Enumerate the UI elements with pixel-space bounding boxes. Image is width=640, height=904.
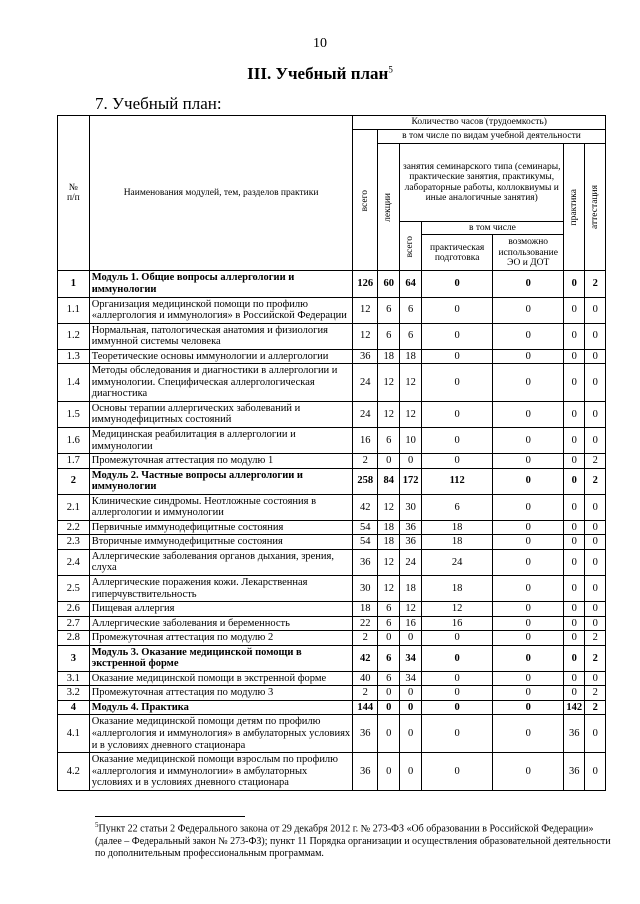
table-row [58, 364, 606, 402]
table-row [58, 753, 606, 791]
row-name: Основы терапии аллергических заболеваний и иммунодефицитных состояний [89, 401, 353, 427]
cell-total: 42 [353, 494, 378, 520]
cell-lectures: 6 [377, 616, 399, 631]
cell-attestation: 2 [585, 271, 606, 297]
cell-practice: 0 [563, 401, 584, 427]
module-row [58, 468, 606, 494]
cell-practice: 0 [563, 576, 584, 602]
row-num: 3.2 [58, 686, 90, 701]
row-num: 2 [58, 468, 90, 494]
cell-total: 24 [353, 401, 378, 427]
row-num: 1.3 [58, 349, 90, 364]
plan-subtitle: 7. Учебный план: [95, 94, 222, 113]
header-hours: Количество часов (трудоемкость) [353, 116, 606, 130]
cell-total: 36 [353, 715, 378, 753]
table-header [58, 116, 606, 271]
cell-lectures: 6 [377, 645, 399, 671]
row-name: Промежуточная аттестация по модулю 3 [89, 686, 353, 701]
cell-practical-prep: 0 [421, 645, 493, 671]
cell-lectures: 0 [377, 700, 399, 715]
table-row [58, 323, 606, 349]
cell-lectures: 0 [377, 454, 399, 469]
curriculum-table [57, 115, 606, 791]
cell-practical-prep: 0 [421, 686, 493, 701]
cell-practice: 0 [563, 297, 584, 323]
cell-eo-dot: 0 [493, 323, 564, 349]
table-row [58, 454, 606, 469]
header-total: всего [353, 130, 378, 271]
row-num: 4 [58, 700, 90, 715]
cell-total: 54 [353, 535, 378, 550]
cell-practice: 0 [563, 468, 584, 494]
cell-lectures: 0 [377, 715, 399, 753]
row-num: 2.6 [58, 602, 90, 617]
cell-total: 258 [353, 468, 378, 494]
cell-total: 24 [353, 364, 378, 402]
cell-seminar-total: 34 [400, 645, 421, 671]
table-row [58, 428, 606, 454]
cell-eo-dot: 0 [493, 671, 564, 686]
footnote-rule [95, 816, 245, 817]
cell-practice: 0 [563, 671, 584, 686]
cell-eo-dot: 0 [493, 602, 564, 617]
cell-total: 16 [353, 428, 378, 454]
cell-lectures: 0 [377, 753, 399, 791]
cell-practice: 0 [563, 520, 584, 535]
cell-practical-prep: 0 [421, 271, 493, 297]
cell-lectures: 18 [377, 535, 399, 550]
header-attestation: аттестация [585, 144, 606, 271]
row-num: 1.5 [58, 401, 90, 427]
cell-lectures: 12 [377, 494, 399, 520]
cell-practical-prep: 16 [421, 616, 493, 631]
footnote-mark: 5 [95, 821, 99, 829]
cell-eo-dot: 0 [493, 631, 564, 646]
row-num: 4.1 [58, 715, 90, 753]
cell-practical-prep: 0 [421, 401, 493, 427]
row-name: Медицинская реабилитация в аллергологии и иммунологии [89, 428, 353, 454]
row-name: Модуль 2. Частные вопросы аллергологии и иммунологии [89, 468, 353, 494]
cell-seminar-total: 0 [400, 454, 421, 469]
cell-lectures: 12 [377, 364, 399, 402]
header-incl: в том числе [421, 222, 563, 235]
cell-attestation: 0 [585, 535, 606, 550]
cell-total: 36 [353, 349, 378, 364]
page-number: 10 [313, 36, 327, 51]
row-name: Методы обследования и диагностики в аллергологии и иммунологии. Специфическая аллергологическая диагностика [89, 364, 353, 402]
cell-practice: 0 [563, 616, 584, 631]
cell-practice: 0 [563, 645, 584, 671]
cell-eo-dot: 0 [493, 494, 564, 520]
cell-attestation: 2 [585, 454, 606, 469]
cell-eo-dot: 0 [493, 401, 564, 427]
cell-practice: 0 [563, 494, 584, 520]
table-row [58, 631, 606, 646]
row-num: 2.3 [58, 535, 90, 550]
row-num: 1.7 [58, 454, 90, 469]
cell-practice: 0 [563, 454, 584, 469]
cell-total: 18 [353, 602, 378, 617]
cell-lectures: 0 [377, 631, 399, 646]
cell-practice: 0 [563, 535, 584, 550]
cell-practical-prep: 0 [421, 364, 493, 402]
cell-total: 144 [353, 700, 378, 715]
cell-attestation: 0 [585, 323, 606, 349]
cell-practice: 36 [563, 753, 584, 791]
cell-attestation: 0 [585, 549, 606, 575]
cell-total: 54 [353, 520, 378, 535]
cell-practice: 0 [563, 323, 584, 349]
table-row [58, 520, 606, 535]
cell-lectures: 18 [377, 520, 399, 535]
cell-attestation: 2 [585, 700, 606, 715]
cell-eo-dot: 0 [493, 364, 564, 402]
cell-attestation: 0 [585, 494, 606, 520]
cell-practical-prep: 0 [421, 323, 493, 349]
table-row [58, 297, 606, 323]
row-name: Промежуточная аттестация по модулю 1 [89, 454, 353, 469]
cell-lectures: 6 [377, 428, 399, 454]
cell-practice: 0 [563, 349, 584, 364]
row-num: 2.1 [58, 494, 90, 520]
cell-seminar-total: 30 [400, 494, 421, 520]
row-num: 1.2 [58, 323, 90, 349]
cell-lectures: 84 [377, 468, 399, 494]
cell-attestation: 0 [585, 520, 606, 535]
cell-seminar-total: 16 [400, 616, 421, 631]
cell-total: 2 [353, 454, 378, 469]
cell-eo-dot: 0 [493, 535, 564, 550]
cell-eo-dot: 0 [493, 700, 564, 715]
table-row [58, 401, 606, 427]
cell-seminar-total: 0 [400, 700, 421, 715]
cell-attestation: 0 [585, 753, 606, 791]
cell-eo-dot: 0 [493, 645, 564, 671]
table-body [58, 271, 606, 790]
cell-seminar-total: 0 [400, 631, 421, 646]
cell-eo-dot: 0 [493, 715, 564, 753]
cell-practical-prep: 18 [421, 576, 493, 602]
row-name: Первичные иммунодефицитные состояния [89, 520, 353, 535]
cell-practical-prep: 0 [421, 454, 493, 469]
cell-lectures: 6 [377, 323, 399, 349]
section-title-text: III. Учебный план [247, 64, 389, 83]
cell-eo-dot: 0 [493, 428, 564, 454]
cell-practice: 0 [563, 686, 584, 701]
row-name: Теоретические основы иммунологии и аллергологии [89, 349, 353, 364]
cell-eo-dot: 0 [493, 753, 564, 791]
cell-practice: 142 [563, 700, 584, 715]
row-name: Оказание медицинской помощи взрослым по профилю «аллергология и иммунологии» в амбулаторных условиях и в условиях дневного стационара [89, 753, 353, 791]
cell-total: 36 [353, 549, 378, 575]
cell-practical-prep: 24 [421, 549, 493, 575]
cell-practical-prep: 0 [421, 631, 493, 646]
cell-seminar-total: 172 [400, 468, 421, 494]
cell-practical-prep: 6 [421, 494, 493, 520]
table-row [58, 535, 606, 550]
cell-total: 40 [353, 671, 378, 686]
cell-eo-dot: 0 [493, 349, 564, 364]
module-row [58, 700, 606, 715]
cell-lectures: 12 [377, 401, 399, 427]
row-name: Аллергические заболевания и беременность [89, 616, 353, 631]
footnote-text: Пункт 22 статьи 2 Федерального закона от 29 декабря 2012 г. № 273-ФЗ «Об образовании в Российской Федерации» (далее – Федеральный закон № 273-ФЗ); пункт 11 Порядка организации и осуществления образовательной деятельности по дополнительным профессиональным программам. [95, 823, 611, 860]
cell-seminar-total: 36 [400, 520, 421, 535]
cell-seminar-total: 12 [400, 364, 421, 402]
cell-seminar-total: 0 [400, 753, 421, 791]
cell-practice: 0 [563, 271, 584, 297]
cell-seminar-total: 18 [400, 349, 421, 364]
footnote-ref: 5 [388, 64, 393, 75]
cell-practical-prep: 0 [421, 671, 493, 686]
table-row [58, 549, 606, 575]
row-num: 1.1 [58, 297, 90, 323]
table-row [58, 671, 606, 686]
cell-total: 30 [353, 576, 378, 602]
cell-attestation: 0 [585, 401, 606, 427]
module-row [58, 271, 606, 297]
cell-seminar-total: 34 [400, 671, 421, 686]
cell-practical-prep: 0 [421, 700, 493, 715]
cell-seminar-total: 12 [400, 602, 421, 617]
cell-total: 126 [353, 271, 378, 297]
row-num: 2.2 [58, 520, 90, 535]
cell-eo-dot: 0 [493, 297, 564, 323]
cell-attestation: 2 [585, 468, 606, 494]
cell-practical-prep: 12 [421, 602, 493, 617]
row-num: 2.5 [58, 576, 90, 602]
header-lectures: лекции [377, 144, 399, 271]
cell-seminar-total: 18 [400, 576, 421, 602]
cell-eo-dot: 0 [493, 271, 564, 297]
cell-attestation: 0 [585, 297, 606, 323]
cell-total: 2 [353, 631, 378, 646]
cell-seminar-total: 0 [400, 715, 421, 753]
header-seminar-total: всего [400, 222, 421, 271]
cell-eo-dot: 0 [493, 468, 564, 494]
row-num: 2.7 [58, 616, 90, 631]
table-row [58, 494, 606, 520]
cell-lectures: 12 [377, 549, 399, 575]
row-name: Вторичные иммунодефицитные состояния [89, 535, 353, 550]
cell-total: 12 [353, 297, 378, 323]
row-name: Модуль 4. Практика [89, 700, 353, 715]
module-row [58, 645, 606, 671]
cell-attestation: 0 [585, 671, 606, 686]
cell-practice: 0 [563, 428, 584, 454]
cell-practical-prep: 0 [421, 715, 493, 753]
cell-practice: 36 [563, 715, 584, 753]
row-num: 1.4 [58, 364, 90, 402]
row-num: 1.6 [58, 428, 90, 454]
cell-total: 12 [353, 323, 378, 349]
cell-lectures: 6 [377, 297, 399, 323]
cell-practical-prep: 18 [421, 535, 493, 550]
row-name: Оказание медицинской помощи в экстренной форме [89, 671, 353, 686]
table-row [58, 686, 606, 701]
cell-practice: 0 [563, 602, 584, 617]
row-name: Аллергические поражения кожи. Лекарственная гиперчувствительность [89, 576, 353, 602]
cell-lectures: 18 [377, 349, 399, 364]
cell-lectures: 6 [377, 671, 399, 686]
row-num: 2.8 [58, 631, 90, 646]
row-name: Модуль 3. Оказание медицинской помощи в экстренной форме [89, 645, 353, 671]
row-name: Пищевая аллергия [89, 602, 353, 617]
cell-eo-dot: 0 [493, 549, 564, 575]
row-name: Клинические синдромы. Неотложные состояния в аллергологии и иммунологии [89, 494, 353, 520]
row-num: 4.2 [58, 753, 90, 791]
cell-seminar-total: 36 [400, 535, 421, 550]
row-name: Нормальная, патологическая анатомия и физиология иммунной системы человека [89, 323, 353, 349]
cell-practical-prep: 18 [421, 520, 493, 535]
cell-practical-prep: 0 [421, 428, 493, 454]
cell-practical-prep: 0 [421, 349, 493, 364]
header-practice: практика [563, 144, 584, 271]
header-practical-prep: практическая подготовка [421, 235, 493, 271]
cell-total: 42 [353, 645, 378, 671]
table-row [58, 349, 606, 364]
table-row [58, 576, 606, 602]
cell-total: 22 [353, 616, 378, 631]
table-row [58, 616, 606, 631]
cell-eo-dot: 0 [493, 576, 564, 602]
header-seminar: занятия семинарского типа (семинары, практические занятия, практикумы, лабораторные работы, коллоквиумы и иные аналогичные занятия) [400, 144, 564, 222]
cell-lectures: 12 [377, 576, 399, 602]
cell-seminar-total: 6 [400, 323, 421, 349]
row-name: Модуль 1. Общие вопросы аллергологии и иммунологии [89, 271, 353, 297]
row-name: Промежуточная аттестация по модулю 2 [89, 631, 353, 646]
header-num: № п/п [58, 116, 90, 271]
cell-attestation: 2 [585, 631, 606, 646]
cell-seminar-total: 12 [400, 401, 421, 427]
row-name: Оказание медицинской помощи детям по профилю «аллергология и иммунология» в амбулаторных условиях и в условиях дневного стационара [89, 715, 353, 753]
cell-lectures: 6 [377, 602, 399, 617]
cell-seminar-total: 24 [400, 549, 421, 575]
cell-total: 2 [353, 686, 378, 701]
row-num: 2.4 [58, 549, 90, 575]
cell-attestation: 0 [585, 349, 606, 364]
table-row [58, 715, 606, 753]
cell-lectures: 60 [377, 271, 399, 297]
cell-lectures: 0 [377, 686, 399, 701]
cell-practice: 0 [563, 364, 584, 402]
section-title [0, 64, 640, 84]
cell-eo-dot: 0 [493, 454, 564, 469]
cell-seminar-total: 64 [400, 271, 421, 297]
cell-eo-dot: 0 [493, 686, 564, 701]
cell-practical-prep: 0 [421, 753, 493, 791]
cell-attestation: 0 [585, 602, 606, 617]
cell-attestation: 2 [585, 645, 606, 671]
cell-eo-dot: 0 [493, 520, 564, 535]
row-name: Организация медицинской помощи по профилю «аллергология и иммунология» в Российской Федерации [89, 297, 353, 323]
row-num: 3.1 [58, 671, 90, 686]
cell-total: 36 [353, 753, 378, 791]
cell-attestation: 2 [585, 686, 606, 701]
header-by-type: в том числе по видам учебной деятельности [377, 130, 605, 144]
footnote [95, 821, 615, 861]
cell-seminar-total: 10 [400, 428, 421, 454]
cell-practice: 0 [563, 549, 584, 575]
cell-attestation: 0 [585, 364, 606, 402]
header-eo-dot: возможно использование ЭО и ДОТ [493, 235, 564, 271]
row-name: Аллергические заболевания органов дыхания, зрения, слуха [89, 549, 353, 575]
header-name: Наименования модулей, тем, разделов практики [89, 116, 353, 271]
cell-seminar-total: 0 [400, 686, 421, 701]
row-num: 3 [58, 645, 90, 671]
cell-attestation: 0 [585, 616, 606, 631]
cell-seminar-total: 6 [400, 297, 421, 323]
table-row [58, 602, 606, 617]
cell-practical-prep: 0 [421, 297, 493, 323]
cell-eo-dot: 0 [493, 616, 564, 631]
cell-attestation: 0 [585, 428, 606, 454]
cell-practical-prep: 112 [421, 468, 493, 494]
cell-attestation: 0 [585, 576, 606, 602]
cell-attestation: 0 [585, 715, 606, 753]
row-num: 1 [58, 271, 90, 297]
cell-practice: 0 [563, 631, 584, 646]
